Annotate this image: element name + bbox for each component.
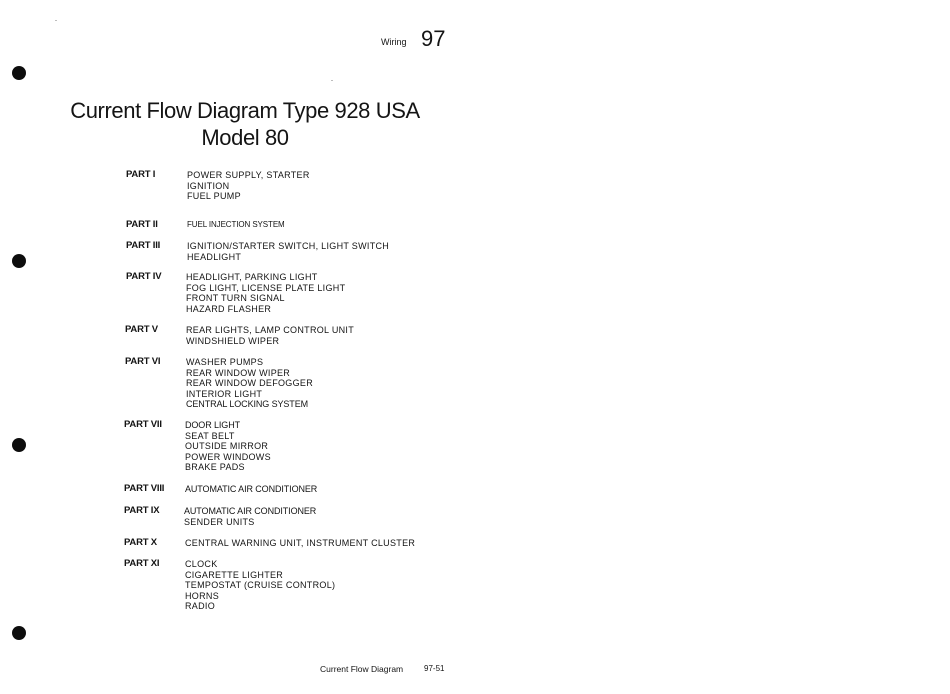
part-item: POWER SUPPLY, STARTER xyxy=(187,170,310,180)
punch-hole-icon xyxy=(12,438,26,452)
part-item: OUTSIDE MIRROR xyxy=(185,441,269,452)
title-line-1: Current Flow Diagram Type 928 USA xyxy=(70,98,420,123)
part-item: REAR WINDOW WIPER xyxy=(186,367,291,378)
part-item: CENTRAL WARNING UNIT, INSTRUMENT CLUSTER xyxy=(185,538,416,548)
footer-page-ref: 97-51 xyxy=(424,664,445,673)
part-item: HEADLIGHT xyxy=(187,251,242,262)
part-label: PART IX xyxy=(124,505,160,516)
part-label: PART IV xyxy=(126,271,162,282)
part-item: WINDSHIELD WIPER xyxy=(186,335,280,346)
part-item: WASHER PUMPS xyxy=(186,357,264,367)
part-item: POWER WINDOWS xyxy=(185,451,271,462)
header-page-number: 97 xyxy=(421,26,446,51)
part-items xyxy=(187,241,389,262)
part-label: PART V xyxy=(125,324,158,335)
footer-title: Current Flow Diagram xyxy=(320,664,404,674)
part-items xyxy=(186,357,313,410)
part-item: HAZARD FLASHER xyxy=(186,303,272,314)
part-label: PART XI xyxy=(124,558,160,569)
part-items xyxy=(185,484,317,495)
part-item: FUEL INJECTION SYSTEM xyxy=(187,220,285,229)
part-label: PART I xyxy=(126,169,156,180)
part-items xyxy=(184,506,316,527)
part-item: DOOR LIGHT xyxy=(185,420,241,430)
part-item: HEADLIGHT, PARKING LIGHT xyxy=(186,272,318,282)
part-item: FUEL PUMP xyxy=(187,191,241,202)
part-label: PART VI xyxy=(125,356,161,367)
part-items xyxy=(186,272,345,314)
part-items xyxy=(187,170,310,202)
part-item: HORNS xyxy=(185,590,220,601)
part-item: RADIO xyxy=(185,601,216,612)
scan-speck xyxy=(55,20,57,21)
title-line-2: Model 80 xyxy=(201,125,289,150)
part-item: CENTRAL LOCKING SYSTEM xyxy=(186,399,308,410)
part-item: TEMPOSTAT (CRUISE CONTROL) xyxy=(185,580,336,591)
part-item: AUTOMATIC AIR CONDITIONER xyxy=(184,506,317,516)
part-items xyxy=(185,420,271,473)
part-item: FOG LIGHT, LICENSE PLATE LIGHT xyxy=(186,282,346,293)
part-item: REAR WINDOW DEFOGGER xyxy=(186,378,313,389)
part-item: IGNITION/STARTER SWITCH, LIGHT SWITCH xyxy=(187,241,390,251)
page-title xyxy=(0,97,490,151)
part-label: PART VIII xyxy=(124,483,165,494)
part-label: PART III xyxy=(126,240,161,251)
part-item: SENDER UNITS xyxy=(184,516,255,527)
part-item: SEAT BELT xyxy=(185,430,235,441)
part-item: FRONT TURN SIGNAL xyxy=(186,293,285,304)
part-item: BRAKE PADS xyxy=(185,462,245,473)
part-items xyxy=(185,538,415,549)
part-items xyxy=(187,220,285,231)
part-item: REAR LIGHTS, LAMP CONTROL UNIT xyxy=(186,325,355,335)
part-label: PART II xyxy=(126,219,158,230)
part-items xyxy=(185,559,335,612)
part-item: CIGARETTE LIGHTER xyxy=(185,569,284,580)
part-item: CLOCK xyxy=(185,559,218,569)
part-item: INTERIOR LIGHT xyxy=(186,388,263,399)
punch-hole-icon xyxy=(12,626,26,640)
scan-speck xyxy=(331,80,333,81)
punch-hole-icon xyxy=(12,66,26,80)
part-item: IGNITION xyxy=(187,180,230,191)
part-items xyxy=(186,325,354,346)
part-label: PART X xyxy=(124,537,157,548)
part-item: AUTOMATIC AIR CONDITIONER xyxy=(185,484,318,494)
header-section-label: Wiring xyxy=(381,37,407,47)
part-label: PART VII xyxy=(124,419,162,430)
punch-hole-icon xyxy=(12,254,26,268)
